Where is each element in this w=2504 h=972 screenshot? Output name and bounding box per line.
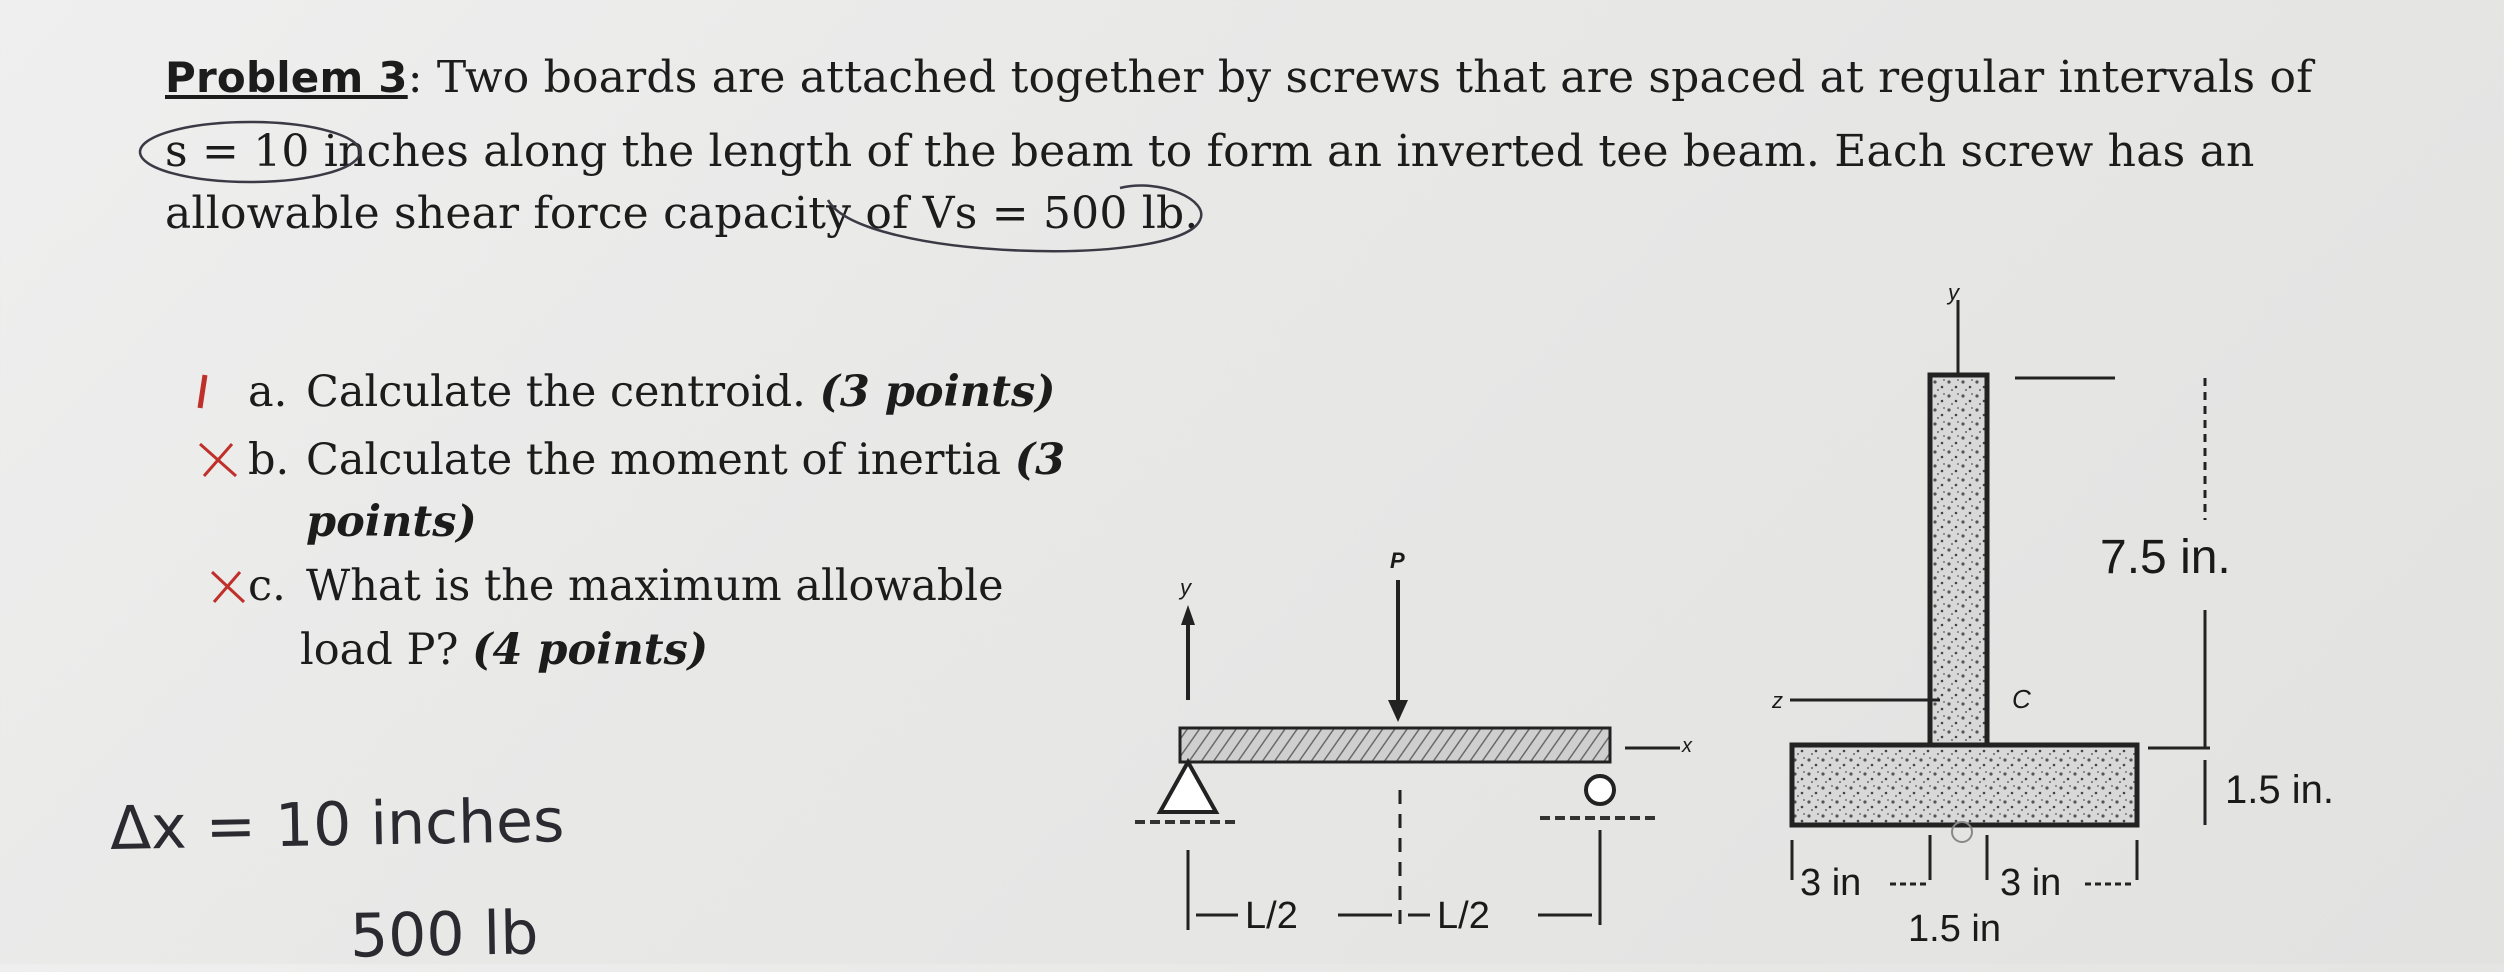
section-z-label: z — [1772, 688, 1783, 713]
section-web-dim: 1.5 in — [1908, 908, 2001, 950]
beam-y-label: y — [1180, 575, 1191, 600]
section-height-dim: 7.5 in. — [2100, 531, 2231, 584]
section-centroid-label: C — [2012, 684, 2031, 714]
pencil-annotations — [140, 122, 1201, 251]
beam-figure — [1135, 580, 1680, 930]
section-flange-dim: 1.5 in. — [2225, 768, 2334, 812]
question-a-text: Calculate the centroid. — [306, 367, 806, 417]
section-right-dim: 3 in — [2000, 862, 2062, 904]
beam-x-label: x — [1682, 735, 1692, 757]
handwritten-note-2: 500 lb — [349, 898, 539, 972]
beam-load-label: P — [1390, 548, 1405, 573]
beam-left-dim: L/2 — [1245, 895, 1298, 937]
question-a-letter: a. — [248, 367, 288, 417]
question-a-points: (3 points) — [819, 367, 1056, 417]
beam-right-dim: L/2 — [1437, 895, 1490, 937]
problem-text-1: : Two boards are attached together by screws that are spaced at regular intervals of — [407, 52, 2313, 103]
question-c-text: What is the maximum allowable — [306, 561, 1004, 611]
handwritten-note-1: Δx = 10 inches — [109, 786, 565, 864]
question-b-points-cont: points) — [306, 497, 477, 547]
section-y-label: y — [1948, 280, 1959, 305]
problem-statement-line-3: allowable shear force capacity of Vs = 500 lb. — [165, 188, 1199, 239]
question-c-letter: c. — [248, 561, 286, 611]
question-c-points: (4 points) — [472, 625, 709, 675]
problem-statement-line-2: s = 10 inches along the length of the beam to form an inverted tee beam. Each screw has an — [165, 126, 2255, 177]
question-b-points: (3 — [1014, 435, 1065, 485]
problem-label: Problem 3 — [165, 53, 408, 102]
tee-section-figure — [1790, 300, 2210, 884]
question-b-text: Calculate the moment of inertia — [306, 435, 1002, 485]
grading-marks — [200, 375, 244, 602]
question-c-text2: load P? — [300, 625, 459, 675]
section-left-dim: 3 in — [1800, 862, 1862, 904]
question-b-letter: b. — [248, 435, 290, 485]
